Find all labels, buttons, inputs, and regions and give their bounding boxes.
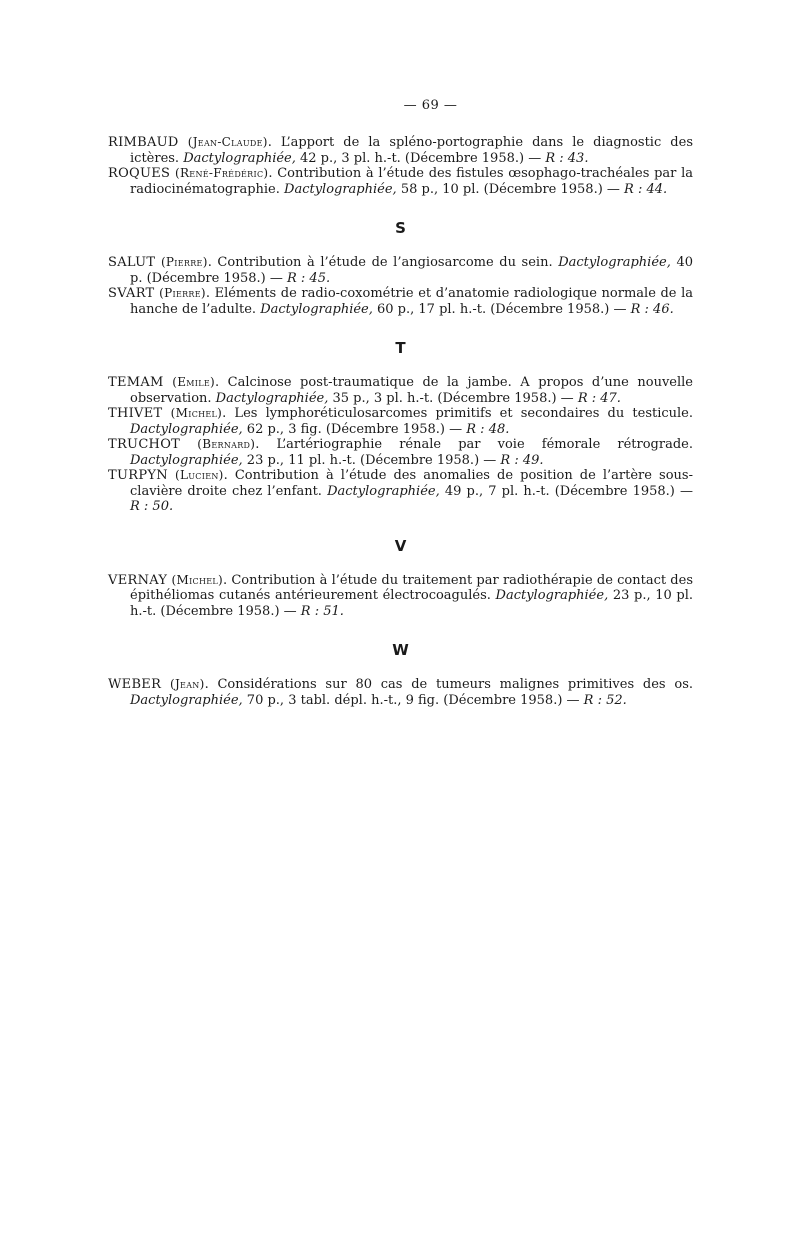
entry-reference: R : 51. bbox=[300, 603, 344, 619]
author-firstname: (Pierre) bbox=[159, 286, 206, 300]
bibliography-entry bbox=[108, 573, 693, 620]
bibliography-entry bbox=[108, 406, 693, 437]
author-surname: TEMAM bbox=[108, 375, 164, 390]
document-page bbox=[108, 98, 693, 708]
author-firstname: (Lucien) bbox=[175, 468, 224, 482]
bibliography-entry bbox=[108, 437, 693, 468]
bibliography-entry bbox=[108, 166, 693, 197]
author-surname: RIMBAUD bbox=[108, 135, 179, 150]
section-v bbox=[108, 537, 693, 620]
entry-details: 49 p., 7 pl. h.-t. (Décembre 1958.) — bbox=[439, 483, 693, 499]
entry-details: 70 p., 3 tabl. dépl. h.-t., 9 fig. (Décembre 1958.) — bbox=[242, 692, 584, 708]
author-surname: VERNAY bbox=[108, 572, 168, 588]
author-surname: WEBER bbox=[108, 677, 162, 692]
entry-reference: R : 47. bbox=[577, 390, 621, 406]
entry-reference: R : 44. bbox=[624, 181, 668, 197]
entry-title: . Calcinose post-traumatique de la jambe. A propos d’une nouvelle observation. bbox=[130, 375, 693, 406]
entry-type: Dactylographiée, bbox=[260, 301, 373, 317]
author-surname: TRUCHOT bbox=[108, 437, 181, 452]
entry-details: 58 p., 10 pl. (Décembre 1958.) — bbox=[396, 181, 625, 197]
entry-type: Dactylographiée, bbox=[327, 483, 440, 499]
author-firstname: (Emile) bbox=[172, 375, 215, 389]
section-w bbox=[108, 641, 693, 708]
entry-details: 42 p., 3 pl. h.-t. (Décembre 1958.) — bbox=[295, 150, 546, 166]
bibliography-entry bbox=[108, 255, 693, 286]
entry-title: . L’apport de la spléno-portographie dans le diagnostic des ictères. bbox=[130, 135, 693, 166]
entry-details: 40 p. (Décembre 1958.) — bbox=[130, 255, 693, 286]
entry-type: Dactylographiée, bbox=[183, 150, 296, 166]
entry-type: Dactylographiée, bbox=[215, 390, 329, 406]
entry-title: . L’artériographie rénale par voie fémorale rétrograde. bbox=[255, 437, 693, 452]
section-letter: W bbox=[392, 641, 409, 659]
entry-reference: R : 48. bbox=[466, 421, 510, 437]
page-number: — 69 — bbox=[403, 98, 458, 113]
section-s bbox=[108, 219, 693, 317]
entry-reference: R : 43. bbox=[545, 150, 589, 166]
entry-details: 23 p., 11 pl. h.-t. (Décembre 1958.) — bbox=[242, 452, 501, 468]
section-t bbox=[108, 339, 693, 515]
entry-reference: R : 52. bbox=[583, 692, 627, 708]
author-firstname: (Jean-Claude) bbox=[187, 135, 268, 149]
bibliography-entry bbox=[108, 286, 693, 317]
author-firstname: (Jean) bbox=[169, 677, 205, 691]
bibliography-entry bbox=[108, 677, 693, 708]
entry-reference: R : 49. bbox=[500, 452, 544, 468]
entry-title: . Considérations sur 80 cas de tumeurs malignes primitives des os. bbox=[204, 677, 693, 692]
entry-reference: R : 46. bbox=[630, 301, 674, 317]
entry-title: . Contribution à l’étude de l’angiosarcome du sein. bbox=[207, 255, 559, 270]
author-firstname: (René-Frédéric) bbox=[174, 166, 269, 180]
entry-title: . Contribution à l’étude des anomalies de position de l’artère sous-clavière droite chez l’enfant. bbox=[130, 468, 693, 499]
entry-type: Dactylographiée, bbox=[558, 255, 671, 270]
author-surname: THIVET bbox=[108, 406, 163, 421]
entry-type: Dactylographiée, bbox=[130, 692, 243, 708]
section-letter: T bbox=[395, 339, 406, 357]
bibliography-entry bbox=[108, 375, 693, 406]
author-firstname: (Michel) bbox=[171, 572, 223, 587]
entry-title: . Les lymphoréticulosarcomes primitifs et secondaires du testicule. bbox=[222, 406, 694, 421]
entry-type: Dactylographiée, bbox=[130, 452, 243, 468]
entry-type: Dactylographiée, bbox=[284, 181, 397, 197]
author-surname: ROQUES bbox=[108, 166, 171, 181]
author-firstname: (Pierre) bbox=[160, 255, 208, 269]
section-continued bbox=[108, 135, 693, 197]
author-surname: TURPYN bbox=[108, 468, 168, 483]
author-firstname: (Bernard) bbox=[197, 437, 256, 451]
bibliography-sections bbox=[108, 135, 693, 708]
entry-reference: R : 45. bbox=[287, 270, 331, 286]
entry-title: . Contribution à l’étude des fistules œsophago-trachéales par la radiocinématographie. bbox=[130, 166, 694, 197]
section-letter: V bbox=[394, 536, 407, 555]
author-surname: SALUT bbox=[108, 255, 156, 270]
bibliography-entry bbox=[108, 468, 693, 515]
entry-type: Dactylographiée, bbox=[130, 421, 243, 437]
entry-details: 60 p., 17 pl. h.-t. (Décembre 1958.) — bbox=[372, 301, 631, 317]
author-surname: SVART bbox=[108, 286, 155, 301]
entry-details: 23 p., 10 pl. h.-t. (Décembre 1958.) — bbox=[130, 588, 693, 619]
entry-title: . Contribution à l’étude du traitement par radiothérapie de contact des épithéliomas cutanés antérieurement électrocoagulés. bbox=[130, 572, 693, 603]
section-letter: S bbox=[395, 219, 406, 237]
entry-title: . Eléments de radio-coxométrie et d’anatomie radiologique normale de la hanche de l’adulte. bbox=[130, 286, 693, 317]
entry-type: Dactylographiée, bbox=[495, 588, 609, 603]
entry-details: 35 p., 3 pl. h.-t. (Décembre 1958.) — bbox=[328, 390, 578, 406]
entry-reference: R : 50. bbox=[130, 499, 174, 514]
entry-details: 62 p., 3 fig. (Décembre 1958.) — bbox=[242, 421, 467, 437]
bibliography-entry bbox=[108, 135, 693, 166]
author-firstname: (Michel) bbox=[170, 406, 223, 420]
